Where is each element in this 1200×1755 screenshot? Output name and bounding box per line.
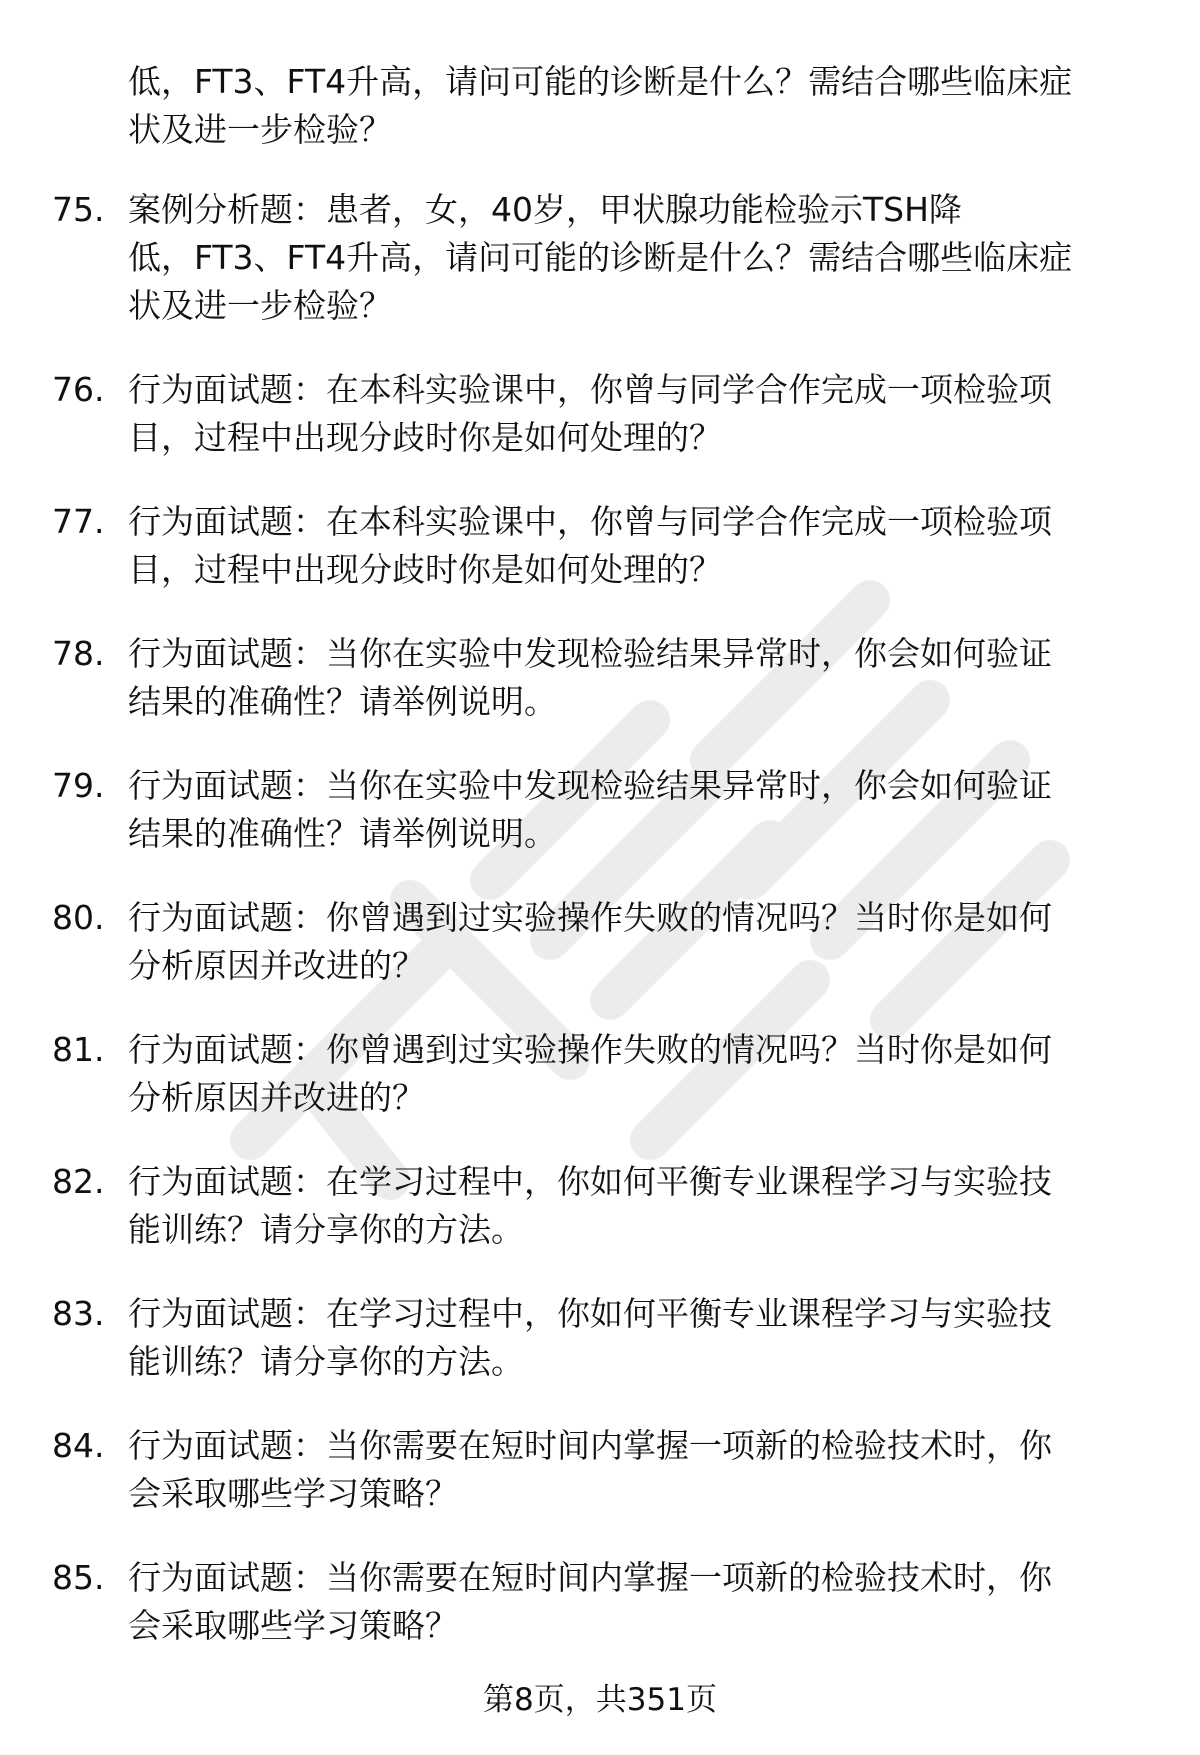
item-line: 结果的准确性？请举例说明。 [128,682,557,721]
continued-line: 低，FT3、FT4升高，请问可能的诊断是什么？需结合哪些临床症 [128,62,1073,101]
list-item [0,366,1200,462]
item-line: 行为面试题：在本科实验课中，你曾与同学合作完成一项检验项 [128,370,1052,409]
item-text [128,498,1168,594]
item-text [128,894,1168,990]
list-item [0,1026,1200,1122]
item-text [128,1290,1168,1386]
item-line: 能训练？请分享你的方法。 [128,1342,524,1381]
continued-line: 状及进一步检验？ [128,110,392,149]
item-line: 会采取哪些学习策略？ [128,1474,458,1513]
item-line: 行为面试题：你曾遇到过实验操作失败的情况吗？当时你是如何 [128,898,1052,937]
item-number: 83. [52,1294,105,1333]
item-line: 能训练？请分享你的方法。 [128,1210,524,1249]
list-item [0,186,1200,330]
item-number: 85. [52,1558,105,1597]
list-item [0,1290,1200,1386]
continued-question [128,58,1168,154]
item-line: 案例分析题：患者，女，40岁，甲状腺功能检验示TSH降 [128,190,962,229]
item-line: 行为面试题：在学习过程中，你如何平衡专业课程学习与实验技 [128,1162,1052,1201]
item-line: 行为面试题：当你需要在短时间内掌握一项新的检验技术时，你 [128,1558,1052,1597]
item-line: 分析原因并改进的？ [128,946,425,985]
item-line: 目，过程中出现分歧时你是如何处理的？ [128,418,722,457]
list-item [0,1158,1200,1254]
list-item [0,1554,1200,1650]
item-line: 结果的准确性？请举例说明。 [128,814,557,853]
item-line: 行为面试题：在本科实验课中，你曾与同学合作完成一项检验项 [128,502,1052,541]
item-number: 76. [52,370,105,409]
item-line: 会采取哪些学习策略？ [128,1606,458,1645]
item-line: 状及进一步检验？ [128,286,392,325]
item-number: 75. [52,190,105,229]
item-number: 78. [52,634,105,673]
question-list [0,186,1200,1686]
item-line: 行为面试题：当你在实验中发现检验结果异常时，你会如何验证 [128,766,1052,805]
item-text [128,1026,1168,1122]
list-item [0,1422,1200,1518]
item-text [128,366,1168,462]
list-item [0,762,1200,858]
item-text [128,630,1168,726]
item-line: 低，FT3、FT4升高，请问可能的诊断是什么？需结合哪些临床症 [128,238,1073,277]
item-text [128,186,1168,330]
item-line: 行为面试题：当你在实验中发现检验结果异常时，你会如何验证 [128,634,1052,673]
page-number: 第8页，共351页 [483,1682,717,1718]
item-number: 79. [52,766,105,805]
item-number: 77. [52,502,105,541]
item-number: 82. [52,1162,105,1201]
item-text [128,1554,1168,1650]
item-text [128,1422,1168,1518]
item-text [128,1158,1168,1254]
item-line: 目，过程中出现分歧时你是如何处理的？ [128,550,722,589]
item-line: 行为面试题：在学习过程中，你如何平衡专业课程学习与实验技 [128,1294,1052,1333]
item-line: 行为面试题：当你需要在短时间内掌握一项新的检验技术时，你 [128,1426,1052,1465]
list-item [0,498,1200,594]
item-number: 84. [52,1426,105,1465]
item-text [128,762,1168,858]
list-item [0,894,1200,990]
item-line: 行为面试题：你曾遇到过实验操作失败的情况吗？当时你是如何 [128,1030,1052,1069]
item-number: 81. [52,1030,105,1069]
item-number: 80. [52,898,105,937]
item-line: 分析原因并改进的？ [128,1078,425,1117]
list-item [0,630,1200,726]
